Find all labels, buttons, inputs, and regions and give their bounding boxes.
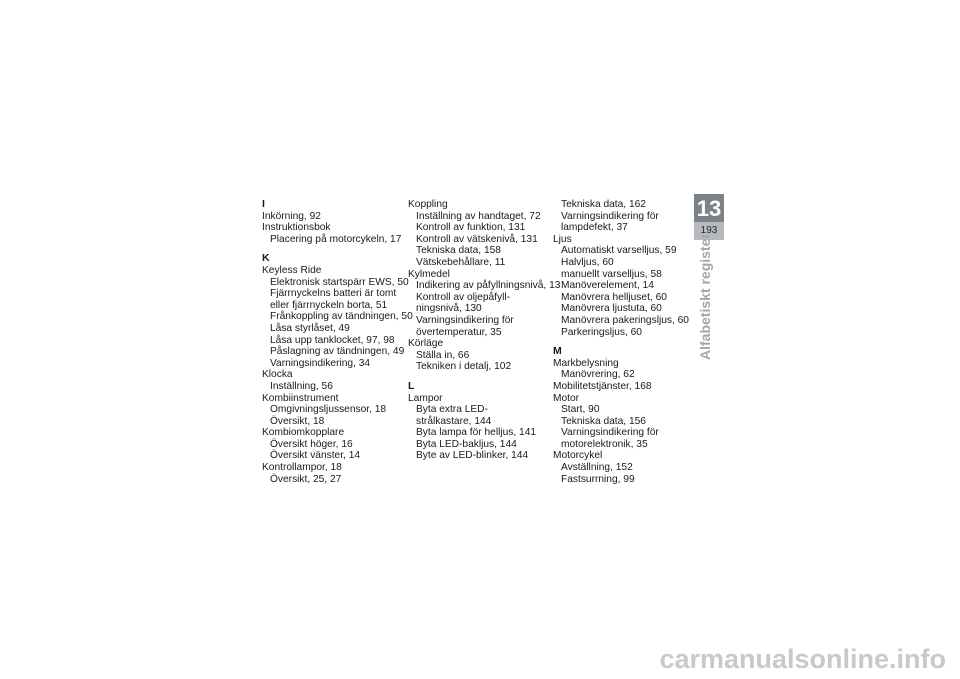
index-subentry: Manövrera helljuset, 60 bbox=[561, 291, 667, 303]
index-subentry: strålkastare, 144 bbox=[416, 415, 492, 427]
index-subentry: Översikt, 18 bbox=[270, 415, 325, 427]
index-subentry: Manövrera ljustuta, 60 bbox=[561, 303, 662, 315]
index-subentry: Översikt, 25, 27 bbox=[270, 473, 342, 485]
index-entry: Ljus bbox=[553, 233, 572, 245]
index-entry: Instruktionsbok bbox=[262, 222, 331, 234]
section-side-title: Alfabetiskt register bbox=[697, 233, 713, 360]
index-subentry: Kontroll av vätskenivå, 131 bbox=[416, 233, 538, 245]
index-subentry: ningsnivå, 130 bbox=[416, 303, 482, 315]
index-subentry: Varningsindikering, 34 bbox=[270, 357, 371, 369]
index-subentry: Byta extra LED- bbox=[416, 404, 488, 416]
index-entry: Lampor bbox=[408, 392, 443, 404]
index-subentry: Översikt höger, 16 bbox=[270, 438, 353, 450]
index-entry: Keyless Ride bbox=[262, 264, 322, 276]
index-subentry: Tekniska data, 162 bbox=[561, 199, 646, 210]
index-subentry: Byta LED-bakljus, 144 bbox=[416, 438, 517, 450]
index-entry: Kombiomkopplare bbox=[262, 427, 345, 439]
index-subentry: Tekniska data, 158 bbox=[416, 245, 501, 257]
index-subentry: Placering på motorcykeln, 17 bbox=[270, 233, 402, 245]
index-subentry: Frånkoppling av tändningen, 50 bbox=[270, 311, 413, 323]
index-subentry: Varningsindikering för bbox=[416, 314, 514, 326]
index-entry: Klocka bbox=[262, 369, 293, 381]
index-entry: Markbelysning bbox=[553, 357, 619, 369]
index-letter-heading: L bbox=[408, 379, 415, 392]
index-subentry: Tekniken i detalj, 102 bbox=[416, 361, 512, 373]
index-subentry: Fjärrnyckelns batteri är tomt bbox=[270, 288, 397, 300]
index-letter-heading: M bbox=[553, 345, 562, 358]
index-entry: Kombiinstrument bbox=[262, 392, 339, 404]
page-number: 193 bbox=[700, 225, 718, 236]
index-subentry: Byta lampa för helljus, 141 bbox=[416, 427, 537, 439]
index-subentry: Påslagning av tändningen, 49 bbox=[270, 346, 405, 358]
index-subentry: eller fjärrnyckeln borta, 51 bbox=[270, 299, 388, 311]
index-entry: Motor bbox=[553, 392, 580, 404]
index-subentry: Halvljus, 60 bbox=[561, 256, 614, 268]
index-subentry: Tekniska data, 156 bbox=[561, 415, 646, 427]
index-entry: Koppling bbox=[408, 199, 448, 210]
index-subentry: Manöverelement, 14 bbox=[561, 280, 654, 292]
index-subentry: Elektronisk startspärr EWS, 50 bbox=[270, 276, 409, 288]
index-subentry: Varningsindikering för bbox=[561, 210, 659, 222]
index-subentry: Byte av LED-blinker, 144 bbox=[416, 450, 529, 462]
index-subentry: övertemperatur, 35 bbox=[416, 326, 502, 338]
index-subentry: Inställning av handtaget, 72 bbox=[416, 210, 541, 222]
index-subentry: Låsa upp tanklocket, 97, 98 bbox=[270, 334, 395, 346]
index-subentry: Start, 90 bbox=[561, 404, 600, 416]
index-subentry: Parkeringsljus, 60 bbox=[561, 326, 642, 338]
index-entry: Mobilitetstjänster, 168 bbox=[553, 380, 652, 392]
index-subentry: Avställning, 152 bbox=[561, 462, 633, 474]
index-subentry: manuellt varselljus, 58 bbox=[561, 268, 662, 280]
index-subentry: Fastsurrning, 99 bbox=[561, 473, 635, 485]
index-entry: Inkörning, 92 bbox=[262, 210, 321, 222]
index-subentry: Manövrera pakeringsljus, 60 bbox=[561, 314, 689, 326]
index-entry: Motorcykel bbox=[553, 450, 603, 462]
index-subentry: motorelektronik, 35 bbox=[561, 438, 648, 450]
index-column-3 bbox=[553, 199, 701, 485]
index-subentry: Kontroll av oljepåfyll- bbox=[416, 291, 510, 303]
index-entry: Kontrollampor, 18 bbox=[262, 462, 342, 474]
index-entry: Körläge bbox=[408, 338, 444, 350]
index-entry: Kylmedel bbox=[408, 268, 450, 280]
index-subentry: Inställning, 56 bbox=[270, 380, 333, 392]
index-letter-heading: K bbox=[262, 252, 270, 265]
index-subentry: Låsa styrlåset, 49 bbox=[270, 322, 350, 334]
index-subentry: Manövrering, 62 bbox=[561, 369, 635, 381]
index-subentry: Översikt vänster, 14 bbox=[270, 450, 361, 462]
index-subentry: lampdefekt, 37 bbox=[561, 222, 628, 234]
index-subentry: Omgivningsljussensor, 18 bbox=[270, 404, 387, 416]
index-subentry: Varningsindikering för bbox=[561, 427, 659, 439]
index-subentry: Indikering av påfyllningsnivå, 13 bbox=[416, 280, 561, 292]
index-subentry: Vätskebehållare, 11 bbox=[416, 256, 506, 268]
index-column-2 bbox=[408, 199, 561, 462]
index-column-1 bbox=[262, 198, 413, 485]
watermark: carmanualsonline.info bbox=[659, 644, 946, 674]
index-subentry: Automatiskt varselljus, 59 bbox=[561, 245, 677, 257]
index-letter-heading: I bbox=[262, 198, 265, 210]
index-subentry: Kontroll av funktion, 131 bbox=[416, 222, 526, 234]
index-subentry: Ställa in, 66 bbox=[416, 349, 470, 361]
chapter-number: 13 bbox=[696, 196, 722, 221]
